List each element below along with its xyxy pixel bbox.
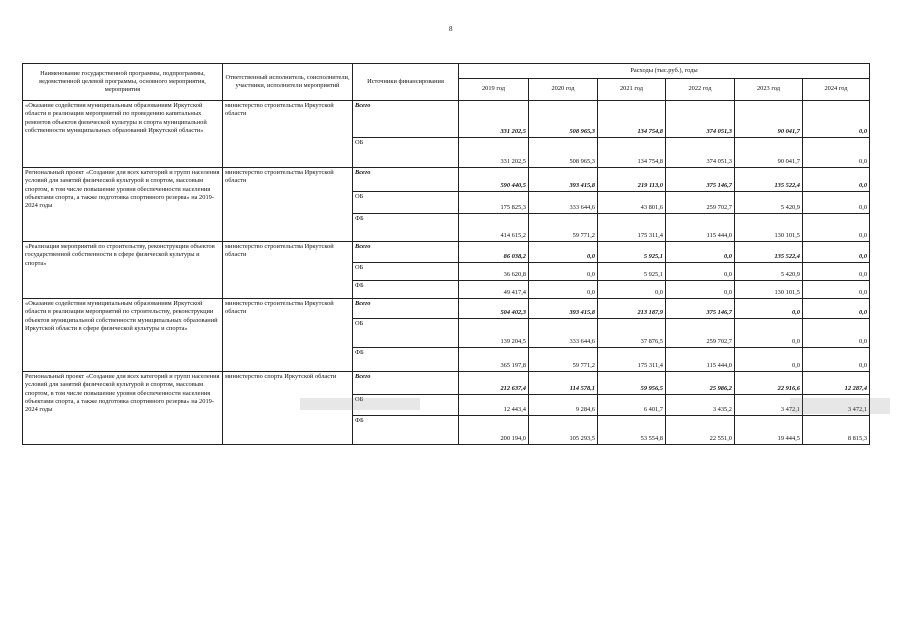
amount-cell: 9 284,6: [529, 395, 598, 416]
table-row: [23, 372, 870, 395]
scan-smudge: [790, 398, 890, 414]
scan-smudge: [300, 398, 420, 410]
amount-cell: 0,0: [803, 299, 870, 319]
amount-cell: 130 101,5: [735, 214, 803, 242]
page-number: 8: [449, 25, 453, 33]
funding-source: Всего: [353, 101, 459, 138]
program-name: Региональный проект «Создание для всех категорий и групп населения условий для занятий физической культурой и спортом, массовым спортом, в том числе повышение уровня обеспеченности населения объектами спорта, а также подготовка спортивного резерва» на 2019-2024 годы: [23, 168, 223, 242]
amount-cell: 374 051,3: [666, 101, 735, 138]
table-row: [23, 242, 870, 263]
funding-source: ОБ: [353, 319, 459, 348]
amount-cell: 43 801,6: [598, 192, 666, 214]
amount-cell: 0,0: [803, 263, 870, 281]
amount-cell: 375 146,7: [666, 299, 735, 319]
executor-name: министерство строительства Иркутской области: [223, 101, 353, 168]
amount-cell: 0,0: [803, 242, 870, 263]
amount-cell: 0,0: [803, 168, 870, 192]
amount-cell: 6 401,7: [598, 395, 666, 416]
header-year: 2019 год: [459, 79, 529, 101]
funding-source: Всего: [353, 242, 459, 263]
amount-cell: 374 051,3: [666, 138, 735, 168]
amount-cell: 0,0: [529, 263, 598, 281]
amount-cell: 3 435,2: [666, 395, 735, 416]
funding-source: ФБ: [353, 214, 459, 242]
amount-cell: 414 615,2: [459, 214, 529, 242]
executor-name: министерство строительства Иркутской области: [223, 299, 353, 372]
amount-cell: 333 644,6: [529, 192, 598, 214]
amount-cell: 53 554,8: [598, 416, 666, 445]
executor-name: министерство строительства Иркутской области: [223, 242, 353, 299]
program-name: «Оказание содействия муниципальным образованиям Иркутской области в реализации мероприятий по проведению капитальных ремонтов объектов физической культуры и спорта муниципальной собственности муниципальных образований Иркутской области»: [23, 101, 223, 168]
funding-source: Всего: [353, 299, 459, 319]
funding-source: Всего: [353, 168, 459, 192]
amount-cell: 49 417,4: [459, 281, 529, 299]
amount-cell: 135 522,4: [735, 168, 803, 192]
amount-cell: 36 620,8: [459, 263, 529, 281]
amount-cell: 3 472,1: [735, 395, 803, 416]
amount-cell: 0,0: [803, 101, 870, 138]
amount-cell: 0,0: [735, 299, 803, 319]
amount-cell: 590 440,5: [459, 168, 529, 192]
amount-cell: 365 197,8: [459, 348, 529, 372]
amount-cell: 259 702,7: [666, 319, 735, 348]
amount-cell: 90 041,7: [735, 138, 803, 168]
amount-cell: 5 420,9: [735, 263, 803, 281]
amount-cell: 25 986,2: [666, 372, 735, 395]
program-name: «Оказание содействия муниципальным образованиям Иркутской области в реализации мероприятий по строительству, реконструкции объектов муниципальной собственности муниципальных образований Иркутской области в сфере физической культуры и спорта»: [23, 299, 223, 372]
amount-cell: 114 578,1: [529, 372, 598, 395]
amount-cell: 0,0: [598, 281, 666, 299]
amount-cell: 37 876,5: [598, 319, 666, 348]
amount-cell: 0,0: [529, 281, 598, 299]
header-year: 2024 год: [803, 79, 870, 101]
funding-source: ФБ: [353, 416, 459, 445]
funding-source: ОБ: [353, 395, 459, 416]
amount-cell: 0,0: [666, 263, 735, 281]
header-name: Наименование государственной программы, подпрограммы, ведомственной целевой программы, основного мероприятия, мероприятия: [23, 64, 223, 101]
header-year: 2021 год: [598, 79, 666, 101]
amount-cell: 0,0: [666, 242, 735, 263]
amount-cell: 0,0: [735, 348, 803, 372]
amount-cell: 19 444,5: [735, 416, 803, 445]
amount-cell: 3 472,1: [803, 395, 870, 416]
amount-cell: 8 815,3: [803, 416, 870, 445]
amount-cell: 12 443,4: [459, 395, 529, 416]
amount-cell: 0,0: [529, 242, 598, 263]
amount-cell: 0,0: [803, 281, 870, 299]
header-year: 2020 год: [529, 79, 598, 101]
amount-cell: 12 287,4: [803, 372, 870, 395]
amount-cell: 393 415,8: [529, 299, 598, 319]
amount-cell: 86 038,2: [459, 242, 529, 263]
amount-cell: 175 825,3: [459, 192, 529, 214]
amount-cell: 130 101,5: [735, 281, 803, 299]
table-row: [23, 168, 870, 192]
funding-source: ОБ: [353, 192, 459, 214]
funding-source: ФБ: [353, 281, 459, 299]
amount-cell: 0,0: [803, 138, 870, 168]
amount-cell: 22 551,0: [666, 416, 735, 445]
amount-cell: 375 146,7: [666, 168, 735, 192]
amount-cell: 135 522,4: [735, 242, 803, 263]
amount-cell: 115 444,0: [666, 348, 735, 372]
amount-cell: 0,0: [666, 281, 735, 299]
amount-cell: 22 916,6: [735, 372, 803, 395]
amount-cell: 5 925,1: [598, 263, 666, 281]
header-executor: Ответственный исполнитель, соисполнители, участники, исполнители мероприятий: [223, 64, 353, 101]
budget-table: [22, 63, 870, 445]
amount-cell: 219 113,0: [598, 168, 666, 192]
amount-cell: 139 204,5: [459, 319, 529, 348]
amount-cell: 175 311,4: [598, 348, 666, 372]
amount-cell: 504 402,3: [459, 299, 529, 319]
amount-cell: 508 965,3: [529, 138, 598, 168]
executor-name: министерство строительства Иркутской области: [223, 168, 353, 242]
amount-cell: 59 956,5: [598, 372, 666, 395]
amount-cell: 200 194,0: [459, 416, 529, 445]
program-name: «Реализация мероприятий по строительству, реконструкции объектов государственной собственности в сфере физической культуры и спорта»: [23, 242, 223, 299]
amount-cell: 0,0: [803, 192, 870, 214]
amount-cell: 115 444,0: [666, 214, 735, 242]
header-expenses: Расходы (тыс.руб.), годы: [459, 64, 870, 79]
funding-source: ОБ: [353, 263, 459, 281]
amount-cell: 331 202,5: [459, 101, 529, 138]
amount-cell: 212 637,4: [459, 372, 529, 395]
amount-cell: 508 965,3: [529, 101, 598, 138]
amount-cell: 0,0: [735, 319, 803, 348]
amount-cell: 213 187,9: [598, 299, 666, 319]
funding-source: ФБ: [353, 348, 459, 372]
amount-cell: 259 702,7: [666, 192, 735, 214]
amount-cell: 333 644,6: [529, 319, 598, 348]
funding-source: ОБ: [353, 138, 459, 168]
amount-cell: 5 420,9: [735, 192, 803, 214]
program-name: Региональный проект «Создание для всех категорий и групп населения условий для занятий физической культурой и спортом, массовым спортом, в том числе повышение уровня обеспеченности населения объектами спорта, а также подготовка спортивного резерва» на 2019-2024 годы: [23, 372, 223, 445]
amount-cell: 105 293,5: [529, 416, 598, 445]
header-source: Источники финансирования: [353, 64, 459, 101]
header-year: 2022 год: [666, 79, 735, 101]
amount-cell: 393 415,8: [529, 168, 598, 192]
table-row: [23, 101, 870, 138]
amount-cell: 59 771,2: [529, 348, 598, 372]
amount-cell: 134 754,8: [598, 101, 666, 138]
amount-cell: 90 041,7: [735, 101, 803, 138]
table-row: [23, 299, 870, 319]
amount-cell: 134 754,8: [598, 138, 666, 168]
executor-name: министерство спорта Иркутской области: [223, 372, 353, 445]
amount-cell: 331 202,5: [459, 138, 529, 168]
funding-source: Всего: [353, 372, 459, 395]
header-year: 2023 год: [735, 79, 803, 101]
amount-cell: 5 925,1: [598, 242, 666, 263]
amount-cell: 175 311,4: [598, 214, 666, 242]
amount-cell: 0,0: [803, 319, 870, 348]
amount-cell: 0,0: [803, 214, 870, 242]
amount-cell: 59 771,2: [529, 214, 598, 242]
amount-cell: 0,0: [803, 348, 870, 372]
table-body: [23, 101, 870, 445]
